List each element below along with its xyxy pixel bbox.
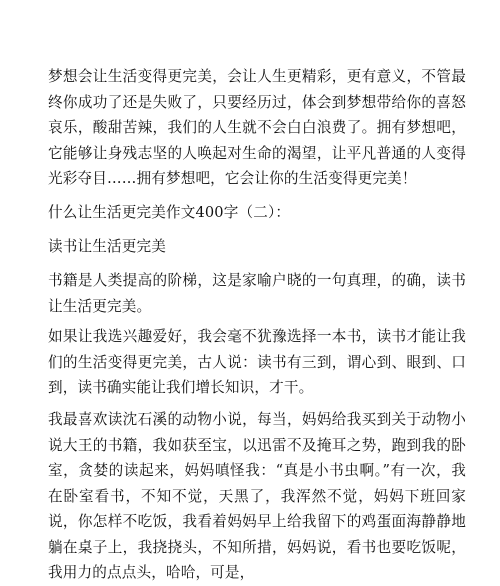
paragraph-animal-novels: 我最喜欢读沈石溪的动物小说，每当，妈妈给我买到关于动物小说大王的书籍，我如获至宝，以迅雷不及掩耳之势，跑到我的卧室，贪婪的读起来，妈妈嗔怪我：“真是小书虫啊。”有一次，我在卧室看书，不知不觉，天黑了，我浑然不觉，妈妈下班回家说，你怎样不吃饭，我看着妈妈早上给我留下的鸡蛋面海静静地躺在桌子上，我挠挠头，不知所措，妈妈说，看书也要吃饭呢，我用力的点点头，哈哈，可是，	[48, 411, 466, 581]
paragraph-books-ladder: 书籍是人类提高的阶梯，这是家喻户晓的一句真理，的确，读书让生活更完美。	[48, 272, 466, 315]
essay-title: 读书让生活更完美	[48, 238, 166, 255]
essay-heading: 什么让生活更完美作文400字（二）：	[48, 204, 291, 221]
paragraph-dream-conclusion: 梦想会让生活变得更完美，会让人生更精彩，更有意义，不管最终你成功了还是失败了，只要经历过，体会到梦想带给你的喜怒哀乐，酸甜苦辣，我们的人生就不会白白浪费了。拥有梦想吧，它能够让身残志坚的人唤起对生命的渴望，让平凡普通的人变得光彩夺目……拥有梦想吧，它会让你的生活变得更完美！	[48, 68, 466, 187]
paragraph-hobby-reading: 如果让我选兴趣爱好，我会毫不犹豫选择一本书，读书才能让我们的生活变得更完美，古人说：读书有三到，谓心到、眼到、口到，读书确实能让我们增长知识，才干。	[48, 328, 466, 396]
